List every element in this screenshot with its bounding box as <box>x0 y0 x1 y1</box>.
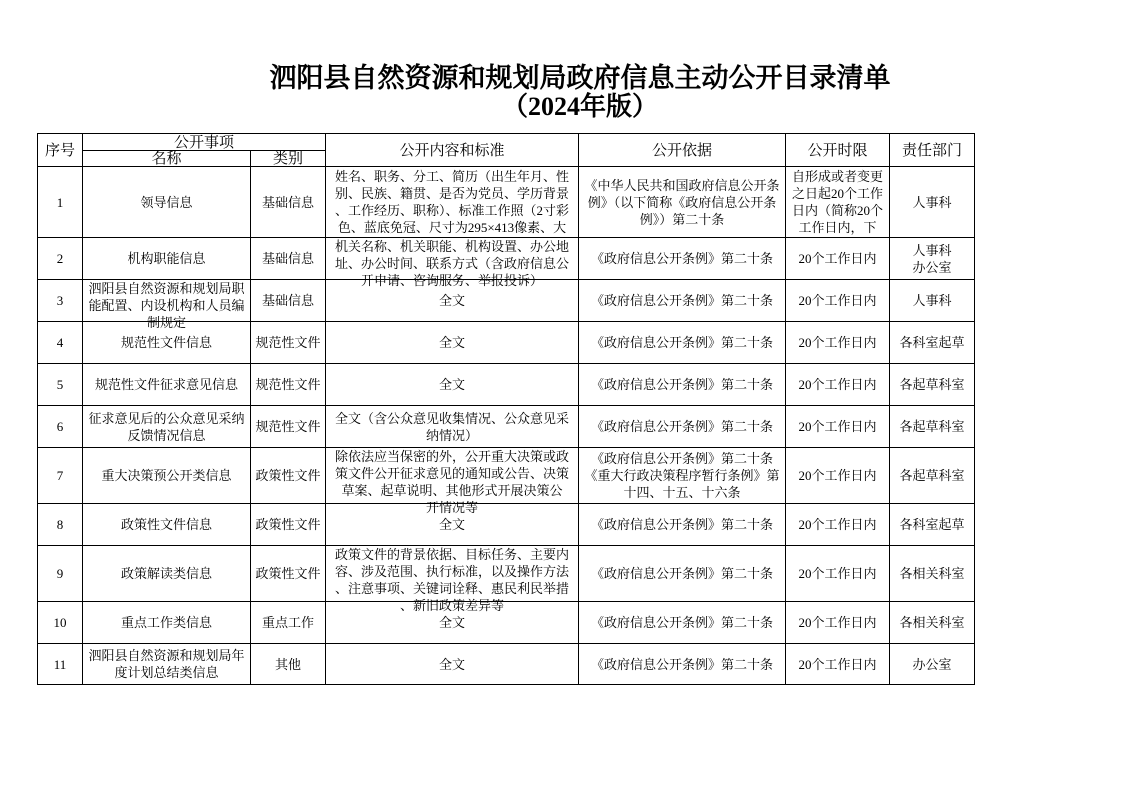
cell-name: 泗阳县自然资源和规划局年 度计划总结类信息 <box>83 644 251 685</box>
cell-basis: 《政府信息公开条例》第二十条 《重大行政决策程序暂行条例》第 十四、十五、十六条 <box>579 448 786 504</box>
cell-name: 规范性文件征求意见信息 <box>83 364 251 406</box>
cell-timeline: 20个工作日内 <box>786 280 890 322</box>
cell-timeline: 20个工作日内 <box>786 504 890 546</box>
cell-name: 重点工作类信息 <box>83 602 251 644</box>
cell-category: 基础信息 <box>251 167 326 238</box>
cell-timeline: 自形成或者变更 之日起20个工作 日内（简称20个 工作日内，下 <box>786 167 890 238</box>
cell-timeline: 20个工作日内 <box>786 448 890 504</box>
cell-content: 除依法应当保密的外，公开重大决策或政 策文件公开征求意见的通知或公告、决策 草案、起草说明、其他形式开展决策公 开情况等 <box>326 448 579 504</box>
header-item-group: 公开事项 <box>83 134 326 151</box>
cell-content: 全文 <box>326 504 579 546</box>
cell-index: 9 <box>38 546 83 602</box>
cell-category: 规范性文件 <box>251 406 326 448</box>
header-department: 责任部门 <box>890 134 975 167</box>
cell-category: 规范性文件 <box>251 322 326 364</box>
cell-index: 1 <box>38 167 83 238</box>
cell-name: 政策解读类信息 <box>83 546 251 602</box>
cell-category: 政策性文件 <box>251 448 326 504</box>
cell-timeline: 20个工作日内 <box>786 406 890 448</box>
cell-index: 10 <box>38 602 83 644</box>
cell-basis: 《政府信息公开条例》第二十条 <box>579 364 786 406</box>
cell-content: 机关名称、机关职能、机构设置、办公地 址、办公时间、联系方式（含政府信息公 开申请、咨询服务、举报投诉） <box>326 238 579 280</box>
cell-department: 各相关科室 <box>890 546 975 602</box>
cell-index: 6 <box>38 406 83 448</box>
cell-index: 5 <box>38 364 83 406</box>
cell-content: 姓名、职务、分工、简历（出生年月、性 别、民族、籍贯、是否为党员、学历背景 、工作经历、职称）、标准工作照（2寸彩 色、蓝底免冠、尺寸为295×413像素、大 <box>326 167 579 238</box>
cell-category: 规范性文件 <box>251 364 326 406</box>
cell-timeline: 20个工作日内 <box>786 546 890 602</box>
cell-name: 泗阳县自然资源和规划局职 能配置、内设机构和人员编 制规定 <box>83 280 251 322</box>
cell-content: 政策文件的背景依据、目标任务、主要内 容、涉及范围、执行标准，以及操作方法 、注意事项、关键词诠释、惠民利民举措 、新旧政策差异等 <box>326 546 579 602</box>
cell-basis: 《政府信息公开条例》第二十条 <box>579 546 786 602</box>
cell-content: 全文 <box>326 644 579 685</box>
header-category: 类别 <box>251 151 326 167</box>
cell-category: 政策性文件 <box>251 546 326 602</box>
cell-basis: 《政府信息公开条例》第二十条 <box>579 238 786 280</box>
header-content: 公开内容和标准 <box>326 134 579 167</box>
cell-name: 政策性文件信息 <box>83 504 251 546</box>
cell-index: 8 <box>38 504 83 546</box>
cell-department: 人事科 办公室 <box>890 238 975 280</box>
cell-department: 各起草科室 <box>890 448 975 504</box>
header-basis: 公开依据 <box>579 134 786 167</box>
page-subtitle: （2024年版） <box>501 92 658 121</box>
cell-timeline: 20个工作日内 <box>786 602 890 644</box>
cell-department: 各科室起草 <box>890 504 975 546</box>
cell-category: 基础信息 <box>251 280 326 322</box>
header-timeline: 公开时限 <box>786 134 890 167</box>
cell-name: 征求意见后的公众意见采纳 反馈情况信息 <box>83 406 251 448</box>
cell-basis: 《政府信息公开条例》第二十条 <box>579 322 786 364</box>
cell-index: 11 <box>38 644 83 685</box>
cell-content: 全文 <box>326 322 579 364</box>
cell-index: 3 <box>38 280 83 322</box>
cell-timeline: 20个工作日内 <box>786 238 890 280</box>
cell-category: 重点工作 <box>251 602 326 644</box>
header-index: 序号 <box>38 134 83 167</box>
cell-timeline: 20个工作日内 <box>786 322 890 364</box>
cell-department: 人事科 <box>890 280 975 322</box>
cell-index: 2 <box>38 238 83 280</box>
cell-basis: 《政府信息公开条例》第二十条 <box>579 406 786 448</box>
cell-department: 各起草科室 <box>890 364 975 406</box>
cell-content: 全文（含公众意见收集情况、公众意见采 纳情况） <box>326 406 579 448</box>
cell-timeline: 20个工作日内 <box>786 644 890 685</box>
cell-content: 全文 <box>326 364 579 406</box>
cell-department: 各起草科室 <box>890 406 975 448</box>
cell-basis: 《政府信息公开条例》第二十条 <box>579 280 786 322</box>
cell-department: 各科室起草 <box>890 322 975 364</box>
cell-basis: 《政府信息公开条例》第二十条 <box>579 602 786 644</box>
cell-name: 机构职能信息 <box>83 238 251 280</box>
cell-name: 领导信息 <box>83 167 251 238</box>
cell-basis: 《政府信息公开条例》第二十条 <box>579 504 786 546</box>
cell-index: 7 <box>38 448 83 504</box>
cell-timeline: 20个工作日内 <box>786 364 890 406</box>
info-table <box>37 133 975 685</box>
cell-name: 规范性文件信息 <box>83 322 251 364</box>
cell-department: 办公室 <box>890 644 975 685</box>
cell-category: 政策性文件 <box>251 504 326 546</box>
cell-content: 全文 <box>326 280 579 322</box>
page-title: 泗阳县自然资源和规划局政府信息主动公开目录清单 <box>269 63 891 93</box>
header-name: 名称 <box>83 151 251 167</box>
cell-category: 基础信息 <box>251 238 326 280</box>
cell-content: 全文 <box>326 602 579 644</box>
cell-department: 各相关科室 <box>890 602 975 644</box>
cell-department: 人事科 <box>890 167 975 238</box>
cell-category: 其他 <box>251 644 326 685</box>
cell-basis: 《政府信息公开条例》第二十条 <box>579 644 786 685</box>
cell-index: 4 <box>38 322 83 364</box>
cell-name: 重大决策预公开类信息 <box>83 448 251 504</box>
cell-basis: 《中华人民共和国政府信息公开条 例》（以下简称《政府信息公开条 例》）第二十条 <box>579 167 786 238</box>
